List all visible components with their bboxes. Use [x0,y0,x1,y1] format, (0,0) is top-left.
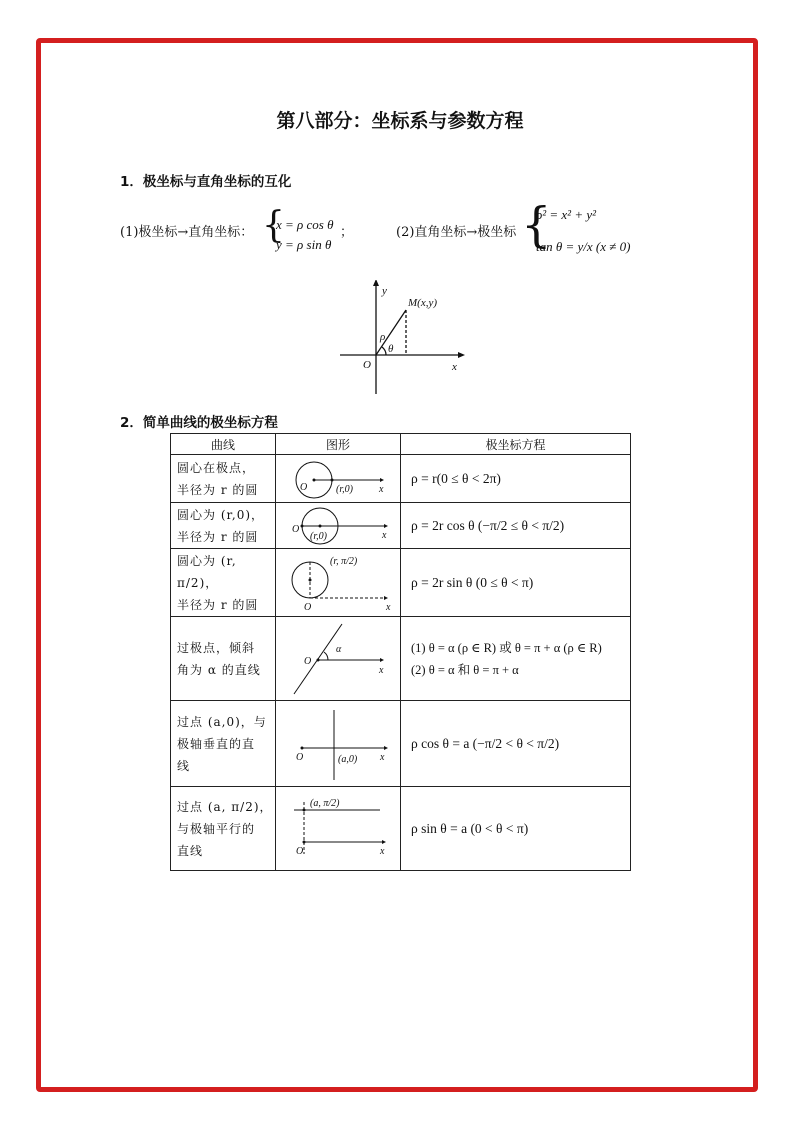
table-row [171,503,631,549]
svg-text:x: x [382,529,387,541]
conv2-label-text: (2)直角坐标→极坐标 [396,225,517,240]
col-header-figure: 图形 [276,434,401,455]
col-header-equation: 极坐标方程 [401,434,631,455]
line-through-pole-figure [276,618,400,700]
circle-on-axis-figure [276,504,400,548]
figure-cell [276,455,401,503]
x-label: x [452,361,457,373]
table-row [171,701,631,787]
y-label: y [382,285,387,297]
page-title: 第八部分：坐标系与参数方程 [276,110,524,132]
table-row [171,787,631,871]
conv1-eq2: y = ρ sin θ [276,237,332,252]
svg-text:(r,0): (r,0) [310,530,327,542]
vertical-line-figure [276,702,400,786]
svg-text:α: α [336,643,342,655]
svg-text:O: O [296,751,304,763]
circle-at-pole-figure [276,456,400,502]
table-row [171,455,631,503]
circle-above-axis-figure [276,550,400,616]
table-row [171,549,631,617]
table-row [171,617,631,701]
horizontal-line-figure [276,788,400,870]
equation-cell: (1) θ = α (ρ ∈ R) 或 θ = π + α (ρ ∈ R) (2) θ = α 和 θ = π + α [401,617,631,701]
conv1-brace: { [262,205,285,246]
svg-text:x: x [380,751,385,763]
conv1-label: (1)极坐标→直角坐标： [120,225,254,240]
conv2-eq1: ρ² = x² + y² [536,207,597,222]
y-arrow [373,280,379,286]
figure-cell [276,549,401,617]
svg-text:x: x [380,845,385,857]
svg-text:O: O [300,481,308,493]
conv1-eq1: x = ρ cos θ [276,217,334,232]
svg-text:(r, π/2): (r, π/2) [330,555,358,567]
curve-cell: 过点 (a, π/2)， 与极轴平行的 直线 [171,787,276,871]
x-arrow [458,352,465,358]
point-label: M(x,y) [408,297,438,309]
curve-cell: 圆心在极点， 半径为 r 的圆 [171,455,276,503]
svg-text:O: O [304,601,312,613]
section1-heading: 1．极坐标与直角坐标的互化 [120,174,292,190]
svg-text:(a, π/2): (a, π/2) [310,797,340,809]
section2-heading: 2．简单曲线的极坐标方程 [120,415,278,431]
curve-cell: 过极点，倾斜 角为 α 的直线 [171,617,276,701]
equation-cell: ρ sin θ = a (0 < θ < π) [401,787,631,871]
figure-cell [276,701,401,787]
svg-text:x: x [379,483,384,495]
figure-cell [276,617,401,701]
equation-cell: ρ = r(0 ≤ θ < 2π) [401,455,631,503]
equation-cell: ρ = 2r cos θ (−π/2 ≤ θ < π/2) [401,503,631,549]
theta-arc [382,347,386,355]
conv2-brace: { [521,197,552,253]
col-header-curve: 曲线 [171,434,276,455]
figure-cell [276,503,401,549]
figure-cell [276,787,401,871]
svg-text:(r,0): (r,0) [336,483,353,495]
origin-label: O [363,359,371,371]
theta-label: θ [388,343,394,355]
conv1-end: ； [340,225,354,240]
polar-equations-table [170,433,631,871]
polar-rect-diagram [330,280,470,398]
svg-text:O: O [304,655,312,667]
svg-text:O: O [292,523,300,535]
equation-cell: ρ cos θ = a (−π/2 < θ < π/2) [401,701,631,787]
svg-text:O: O [296,845,304,857]
table-header-row [171,434,631,455]
curve-cell: 圆心为 (r,0)， 半径为 r 的圆 [171,503,276,549]
rho-label: ρ [380,331,386,343]
conv2-eq2: tan θ = y/x (x ≠ 0) [536,239,631,254]
svg-text:x: x [379,664,384,676]
equation-cell: ρ = 2r sin θ (0 ≤ θ < π) [401,549,631,617]
svg-text:x: x [386,601,391,613]
curve-cell: 过点 (a,0)，与 极轴垂直的直 线 [171,701,276,787]
svg-text:(a,0): (a,0) [338,753,358,765]
curve-cell: 圆心为 (r, π/2)， 半径为 r 的圆 [171,549,276,617]
